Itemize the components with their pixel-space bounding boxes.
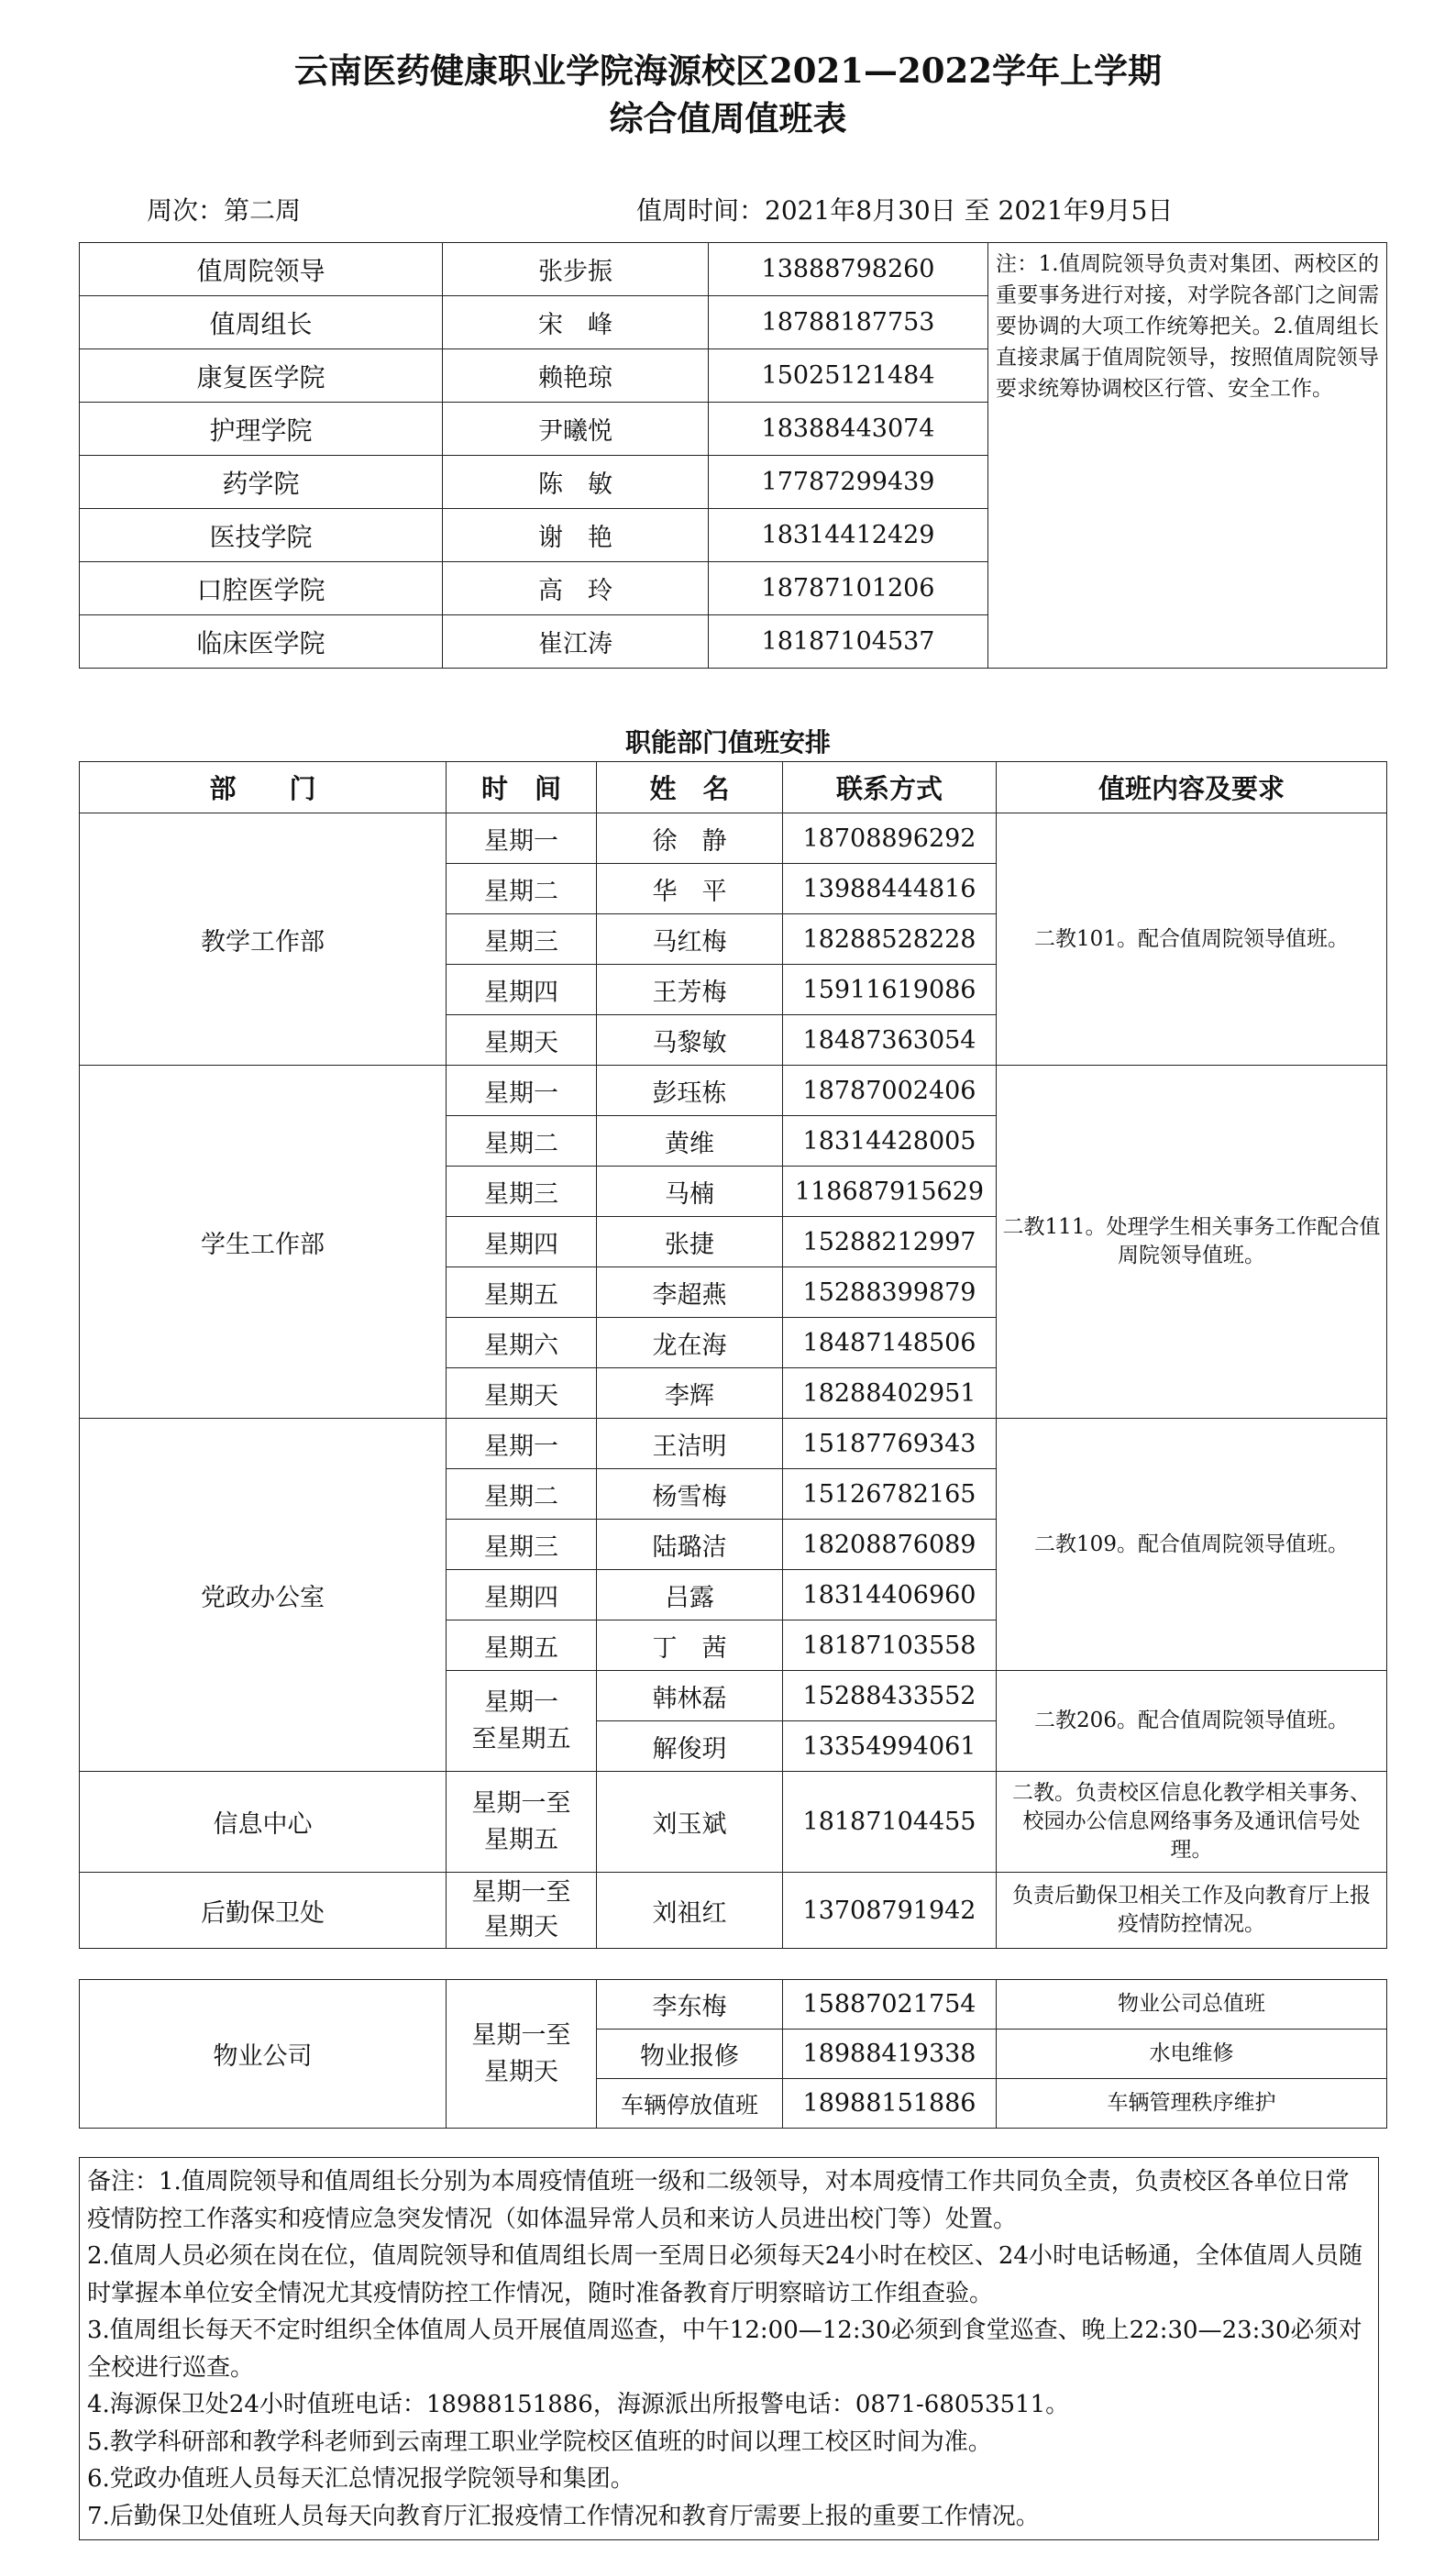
header-contact: 联系方式 bbox=[783, 762, 997, 813]
dept-logistics: 后勤保卫处 bbox=[80, 1873, 447, 1949]
leader-phone: 17787299439 bbox=[709, 456, 988, 509]
phone-cell: 18988419338 bbox=[783, 2030, 997, 2079]
req-cell: 物业公司总值班 bbox=[997, 1980, 1387, 2030]
header-time: 时 间 bbox=[447, 762, 597, 813]
phone-cell: 18314428005 bbox=[783, 1116, 997, 1167]
title-line-1: 云南医药健康职业学院海源校区2021—2022学年上学期 bbox=[294, 50, 1162, 91]
req-student: 二教111。处理学生相关事务工作配合值周院领导值班。 bbox=[997, 1066, 1387, 1419]
remark-item: 6.党政办值班人员每天汇总情况报学院领导和集团。 bbox=[87, 2465, 634, 2493]
day-cell: 星期六 bbox=[447, 1318, 597, 1368]
phone-cell: 18787002406 bbox=[783, 1066, 997, 1116]
leader-name: 谢 艳 bbox=[443, 509, 709, 562]
dept-party: 党政办公室 bbox=[80, 1419, 447, 1772]
remark-item: 3.值周组长每天不定时组织全体值周人员开展值周巡查，中午12:00—12:30必须到食堂巡查、晚上22:30—23:30必须对全校进行巡查。 bbox=[87, 2317, 1362, 2382]
phone-cell: 18314406960 bbox=[783, 1570, 997, 1620]
name-cell: 李东梅 bbox=[597, 1980, 783, 2030]
leader-role: 医技学院 bbox=[80, 509, 443, 562]
day-cell: 星期二 bbox=[447, 864, 597, 914]
table-row bbox=[80, 1980, 1387, 2030]
day-cell: 星期五 bbox=[447, 1620, 597, 1671]
name-cell: 李辉 bbox=[597, 1368, 783, 1419]
phone-cell: 15288212997 bbox=[783, 1217, 997, 1267]
section-title: 职能部门值班安排 bbox=[624, 727, 831, 758]
name-cell: 解俊玥 bbox=[597, 1721, 783, 1772]
phone-cell: 15126782165 bbox=[783, 1469, 997, 1520]
remark-item: 2.值周人员必须在岗在位，值周院领导和值周组长周一至周日必须每天24小时在校区、24小时电话畅通，全体值周人员随时掌握本单位安全情况尤其疫情防控工作情况，随时准备教育厅明察暗访工作组查验。 bbox=[87, 2242, 1362, 2307]
day-cell: 星期三 bbox=[447, 914, 597, 965]
name-cell: 王洁明 bbox=[597, 1419, 783, 1469]
leader-phone: 15025121484 bbox=[709, 349, 988, 403]
leaders-note: 注：1.值周院领导负责对集团、两校区的重要事务进行对接，对学院各部门之间需要协调的大项工作统筹把关。2.值周组长直接隶属于值周院领导，按照值周院领导要求统筹协调校区行管、安全工作。 bbox=[988, 243, 1387, 669]
dept-info: 信息中心 bbox=[80, 1772, 447, 1873]
leader-phone: 18787101206 bbox=[709, 562, 988, 615]
req-party-extra: 二教206。配合值周院领导值班。 bbox=[997, 1671, 1387, 1772]
phone-cell: 15887021754 bbox=[783, 1980, 997, 2030]
name-cell: 华 平 bbox=[597, 864, 783, 914]
day-cell: 星期一 至星期五 bbox=[447, 1671, 597, 1772]
req-logistics: 负责后勤保卫相关工作及向教育厅上报疫情防控情况。 bbox=[997, 1873, 1387, 1949]
remark-item: 7.后勤保卫处值班人员每天向教育厅汇报疫情工作情况和教育厅需要上报的重要工作情况。 bbox=[87, 2502, 1040, 2530]
name-cell: 物业报修 bbox=[597, 2030, 783, 2079]
remarks-box bbox=[79, 2157, 1379, 2540]
leaders-table bbox=[79, 242, 1387, 669]
phone-cell: 18187104455 bbox=[783, 1772, 997, 1873]
remark-item: 备注：1.值周院领导和值周组长分别为本周疫情值班一级和二级领导，对本周疫情工作共同负全责，负责校区各单位日常疫情防控工作落实和疫情应急突发情况（如体温异常人员和来访人员进出校门等）处置。 bbox=[87, 2168, 1350, 2233]
leader-role: 临床医学院 bbox=[80, 615, 443, 669]
phone-cell: 18708896292 bbox=[783, 813, 997, 864]
header-name: 姓 名 bbox=[597, 762, 783, 813]
phone-cell: 15288399879 bbox=[783, 1267, 997, 1318]
leader-phone: 18187104537 bbox=[709, 615, 988, 669]
day-cell: 星期三 bbox=[447, 1520, 597, 1570]
name-cell: 车辆停放值班 bbox=[597, 2079, 783, 2129]
table-row bbox=[80, 1066, 1387, 1116]
name-cell: 彭珏栋 bbox=[597, 1066, 783, 1116]
leader-role: 值周院领导 bbox=[80, 243, 443, 296]
day-cell: 星期一 bbox=[447, 1419, 597, 1469]
leader-name: 陈 敏 bbox=[443, 456, 709, 509]
duty-time: 值周时间：2021年8月30日 至 2021年9月5日 bbox=[636, 195, 1174, 226]
dept-teaching: 教学工作部 bbox=[80, 813, 447, 1066]
name-cell: 张捷 bbox=[597, 1217, 783, 1267]
day-cell: 星期五 bbox=[447, 1267, 597, 1318]
req-cell: 水电维修 bbox=[997, 2030, 1387, 2079]
day-cell: 星期一 bbox=[447, 1066, 597, 1116]
phone-cell: 18288528228 bbox=[783, 914, 997, 965]
phone-cell: 13988444816 bbox=[783, 864, 997, 914]
departments-table bbox=[79, 761, 1387, 1949]
day-cell: 星期天 bbox=[447, 1015, 597, 1066]
name-cell: 陆璐洁 bbox=[597, 1520, 783, 1570]
day-cell: 星期二 bbox=[447, 1116, 597, 1167]
name-cell: 吕露 bbox=[597, 1570, 783, 1620]
table-row bbox=[80, 1419, 1387, 1469]
phone-cell: 13708791942 bbox=[783, 1873, 997, 1949]
leader-name: 崔江涛 bbox=[443, 615, 709, 669]
leader-role: 值周组长 bbox=[80, 296, 443, 349]
req-party: 二教109。配合值周院领导值班。 bbox=[997, 1419, 1387, 1671]
table-row bbox=[80, 1873, 1387, 1949]
phone-cell: 13354994061 bbox=[783, 1721, 997, 1772]
day-cell: 星期一 bbox=[447, 813, 597, 864]
req-cell: 车辆管理秩序维护 bbox=[997, 2079, 1387, 2129]
dept-student: 学生工作部 bbox=[80, 1066, 447, 1419]
header-content: 值班内容及要求 bbox=[997, 762, 1387, 813]
day-cell: 星期四 bbox=[447, 1570, 597, 1620]
leader-phone: 18388443074 bbox=[709, 403, 988, 456]
leader-role: 口腔医学院 bbox=[80, 562, 443, 615]
title-line-2: 综合值周值班表 bbox=[609, 98, 847, 138]
phone-cell: 18988151886 bbox=[783, 2079, 997, 2129]
name-cell: 杨雪梅 bbox=[597, 1469, 783, 1520]
leader-role: 药学院 bbox=[80, 456, 443, 509]
day-cell: 星期四 bbox=[447, 1217, 597, 1267]
week-label: 周次：第二周 bbox=[147, 195, 302, 226]
day-cell: 星期二 bbox=[447, 1469, 597, 1520]
day-cell: 星期四 bbox=[447, 965, 597, 1015]
phone-cell: 18288402951 bbox=[783, 1368, 997, 1419]
leader-name: 尹曦悦 bbox=[443, 403, 709, 456]
remark-item: 5.教学科研部和教学科老师到云南理工职业学院校区值班的时间以理工校区时间为准。 bbox=[87, 2428, 992, 2456]
leader-row bbox=[80, 243, 1387, 296]
leader-phone: 18314412429 bbox=[709, 509, 988, 562]
name-cell: 马红梅 bbox=[597, 914, 783, 965]
name-cell: 韩林磊 bbox=[597, 1671, 783, 1721]
req-teaching: 二教101。配合值周院领导值班。 bbox=[997, 813, 1387, 1066]
name-cell: 刘玉斌 bbox=[597, 1772, 783, 1873]
table-row bbox=[80, 813, 1387, 864]
leader-name: 高 玲 bbox=[443, 562, 709, 615]
header-row bbox=[80, 762, 1387, 813]
phone-cell: 18487363054 bbox=[783, 1015, 997, 1066]
phone-cell: 18208876089 bbox=[783, 1520, 997, 1570]
name-cell: 黄维 bbox=[597, 1116, 783, 1167]
name-cell: 刘祖红 bbox=[597, 1873, 783, 1949]
name-cell: 李超燕 bbox=[597, 1267, 783, 1318]
leader-name: 宋 峰 bbox=[443, 296, 709, 349]
phone-cell: 15288433552 bbox=[783, 1671, 997, 1721]
table-row bbox=[80, 1772, 1387, 1873]
phone-cell: 18187103558 bbox=[783, 1620, 997, 1671]
property-table bbox=[79, 1979, 1387, 2129]
day-cell: 星期一至 星期五 bbox=[447, 1772, 597, 1873]
name-cell: 徐 静 bbox=[597, 813, 783, 864]
day-cell: 星期三 bbox=[447, 1167, 597, 1217]
phone-cell: 15911619086 bbox=[783, 965, 997, 1015]
name-cell: 马黎敏 bbox=[597, 1015, 783, 1066]
phone-cell: 118687915629 bbox=[783, 1167, 997, 1217]
dept-property: 物业公司 bbox=[80, 1980, 447, 2129]
day-cell: 星期天 bbox=[447, 1368, 597, 1419]
name-cell: 丁 茜 bbox=[597, 1620, 783, 1671]
remark-item: 4.海源保卫处24小时值班电话：18988151886，海源派出所报警电话：0871-68053511。 bbox=[87, 2391, 1070, 2418]
header-dept: 部 门 bbox=[80, 762, 447, 813]
name-cell: 马楠 bbox=[597, 1167, 783, 1217]
leader-phone: 18788187753 bbox=[709, 296, 988, 349]
leader-phone: 13888798260 bbox=[709, 243, 988, 296]
name-cell: 龙在海 bbox=[597, 1318, 783, 1368]
name-cell: 王芳梅 bbox=[597, 965, 783, 1015]
req-info: 二教。负责校区信息化教学相关事务、校园办公信息网络事务及通讯信号处理。 bbox=[997, 1772, 1387, 1873]
day-cell: 星期一至 星期天 bbox=[447, 1980, 597, 2129]
leader-role: 康复医学院 bbox=[80, 349, 443, 403]
day-cell: 星期一至 星期天 bbox=[447, 1873, 597, 1949]
leader-role: 护理学院 bbox=[80, 403, 443, 456]
phone-cell: 18487148506 bbox=[783, 1318, 997, 1368]
phone-cell: 15187769343 bbox=[783, 1419, 997, 1469]
leader-name: 赖艳琼 bbox=[443, 349, 709, 403]
leader-name: 张步振 bbox=[443, 243, 709, 296]
